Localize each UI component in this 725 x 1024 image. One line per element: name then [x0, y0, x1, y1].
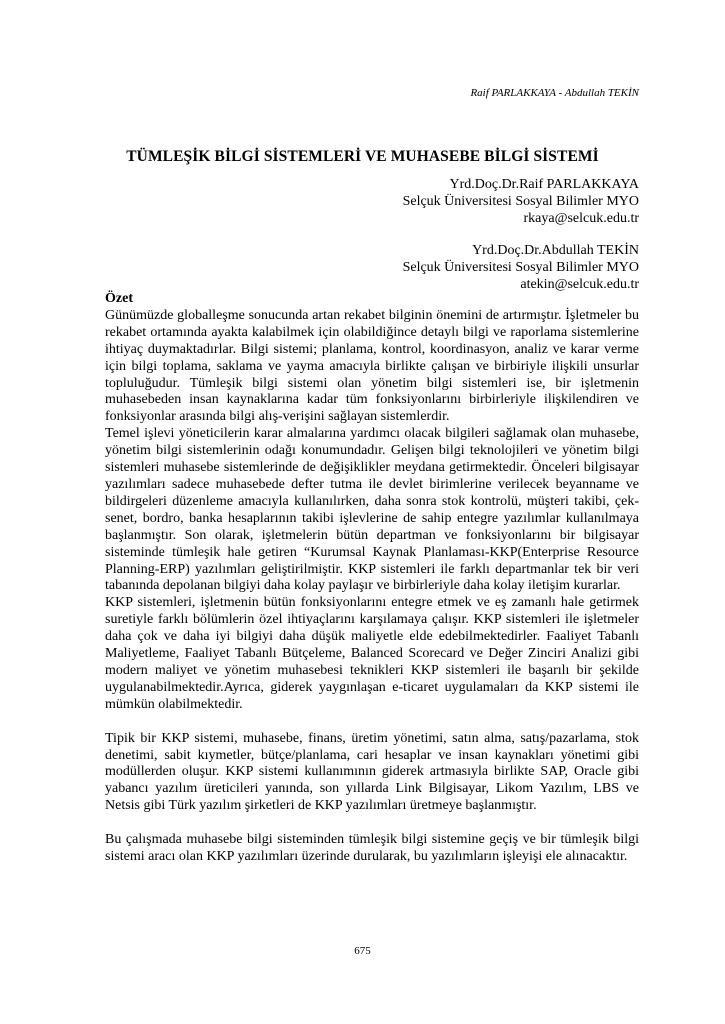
abstract-paragraph: Temel işlevi yöneticilerin karar almalarına yardımcı olacak bilgileri sağlamak olan muhasebe, yönetim bilgi sistemlerinin odağı konumundadır. Gelişen bilgi teknolojileri ve yönetim bilgi sistemleri muhasebe sistemlerinde de değişiklikler meydana getirmektedir. Önceleri bilgisayar yazılımları sadece muhasebede defter tutma ile devlet birimlerine verilecek beyanname ve bildirgeleri düzenleme amacıyla kullanılırken, daha sonra stok kontrolü, müşteri takibi, çek-senet, bordro, banka hesaplarının takibi işlevlerine de sahip entegre yazılımlar kullanılmaya başlanmıştır. Son olarak, işletmelerin bütün departman ve fonksiyonlarını bir bilgisayar sisteminde tümleşik hale getiren “Kurumsal Kaynak Planlaması-KKP(Enterprise Resource Planning-ERP) yazılımları geliştirilmiştir. KKP sistemleri ile farklı departmanlar tek bir veri tabanında depolanan bilgiyi daha kolay paylaşır ve birbirleriyle daha kolay iletişim kurarlar. — [105, 426, 639, 594]
page-number: 675 — [354, 945, 371, 957]
paragraph-spacer — [105, 714, 639, 731]
paragraph-spacer — [105, 815, 639, 832]
author-affiliation: Selçuk Üniversitesi Sosyal Bilimler MYO — [402, 260, 639, 275]
running-header: Raif PARLAKKAYA - Abdullah TEKİN — [470, 87, 639, 99]
author-affiliation: Selçuk Üniversitesi Sosyal Bilimler MYO — [402, 194, 639, 209]
abstract-section — [105, 291, 639, 866]
author-email: rkaya@selcuk.edu.tr — [523, 211, 639, 226]
author-email: atekin@selcuk.edu.tr — [520, 277, 639, 292]
author-block-2 — [403, 242, 639, 293]
abstract-paragraph: Bu çalışmada muhasebe bilgi sisteminden tümleşik bilgi sistemine geçiş ve bir tümleşik bilgi sistemi aracı olan KKP yazılımları üzerinde durularak, bu yazılımların işleyişi ele alınacaktır. — [105, 832, 639, 865]
author-block-1 — [403, 176, 639, 227]
author-name: Yrd.Doç.Dr.Raif PARLAKKAYA — [449, 177, 639, 192]
abstract-heading: Özet — [105, 291, 133, 306]
paper-title: TÜMLEŞİK BİLGİ SİSTEMLERİ VE MUHASEBE BİLGİ SİSTEMİ — [126, 148, 599, 165]
abstract-paragraph: Tipik bir KKP sistemi, muhasebe, finans, üretim yönetimi, satın alma, satış/pazarlama, stok denetimi, sabit kıymetler, bütçe/planlama, cari hesaplar ve insan kaynakları yönetimi gibi modüllerden oluşur. KKP sistemi kullanımının giderek artmasıyla birlikte SAP, Oracle gibi yabancı yazılım üreticileri yanında, son yıllarda Link Bilgisayar, Likom Yazılım, LBS ve Netsis gibi Türk yazılım şirketleri de KKP yazılımları üretmeye başlanmıştır. — [105, 730, 639, 814]
author-name: Yrd.Doç.Dr.Abdullah TEKİN — [472, 243, 639, 258]
abstract-paragraph: Günümüzde globalleşme sonucunda artan rekabet bilginin önemini de artırmıştır. İşletmeler bu rekabet ortamında ayakta kalabilmek için olabildiğince detaylı bilgi ve raporlama sistemlerine ihtiyaç duymaktadırlar. Bilgi sistemi; planlama, kontrol, koordinasyon, analiz ve karar verme için bilgi toplama, saklama ve yayma amacıyla birlikte çalışan ve birbiriyle ilişkili unsurlar topluluğudur. Tümleşik bilgi sistemi olan yönetim bilgi sistemleri ise, bir işletmenin muhasebeden insan kaynaklarına kadar tüm fonksiyonlarını birbirleriyle ilişkilendiren ve fonksiyonlar arasında bilgi alış-verişini sağlayan sistemlerdir. — [105, 307, 639, 425]
abstract-paragraph: KKP sistemleri, işletmenin bütün fonksiyonlarını entegre etmek ve eş zamanlı hale getirmek suretiyle farklı bölümlerin özel ihtiyaçlarını karşılamaya çalışır. KKP sistemleri ile işletmeler daha çok ve daha iyi bilgiyi daha düşük maliyetle elde edebilmektedirler. Faaliyet Tabanlı Maliyetleme, Faaliyet Tabanlı Bütçeleme, Balanced Scorecard ve Değer Zinciri Analizi gibi modern maliyet ve yönetim muhasebesi teknikleri KKP sistemleri ile başarılı bir şekilde uygulanabilmektedir.Ayrıca, giderek yaygınlaşan e-ticaret uygulamaları da KKP sistemi ile mümkün olabilmektedir. — [105, 595, 639, 712]
